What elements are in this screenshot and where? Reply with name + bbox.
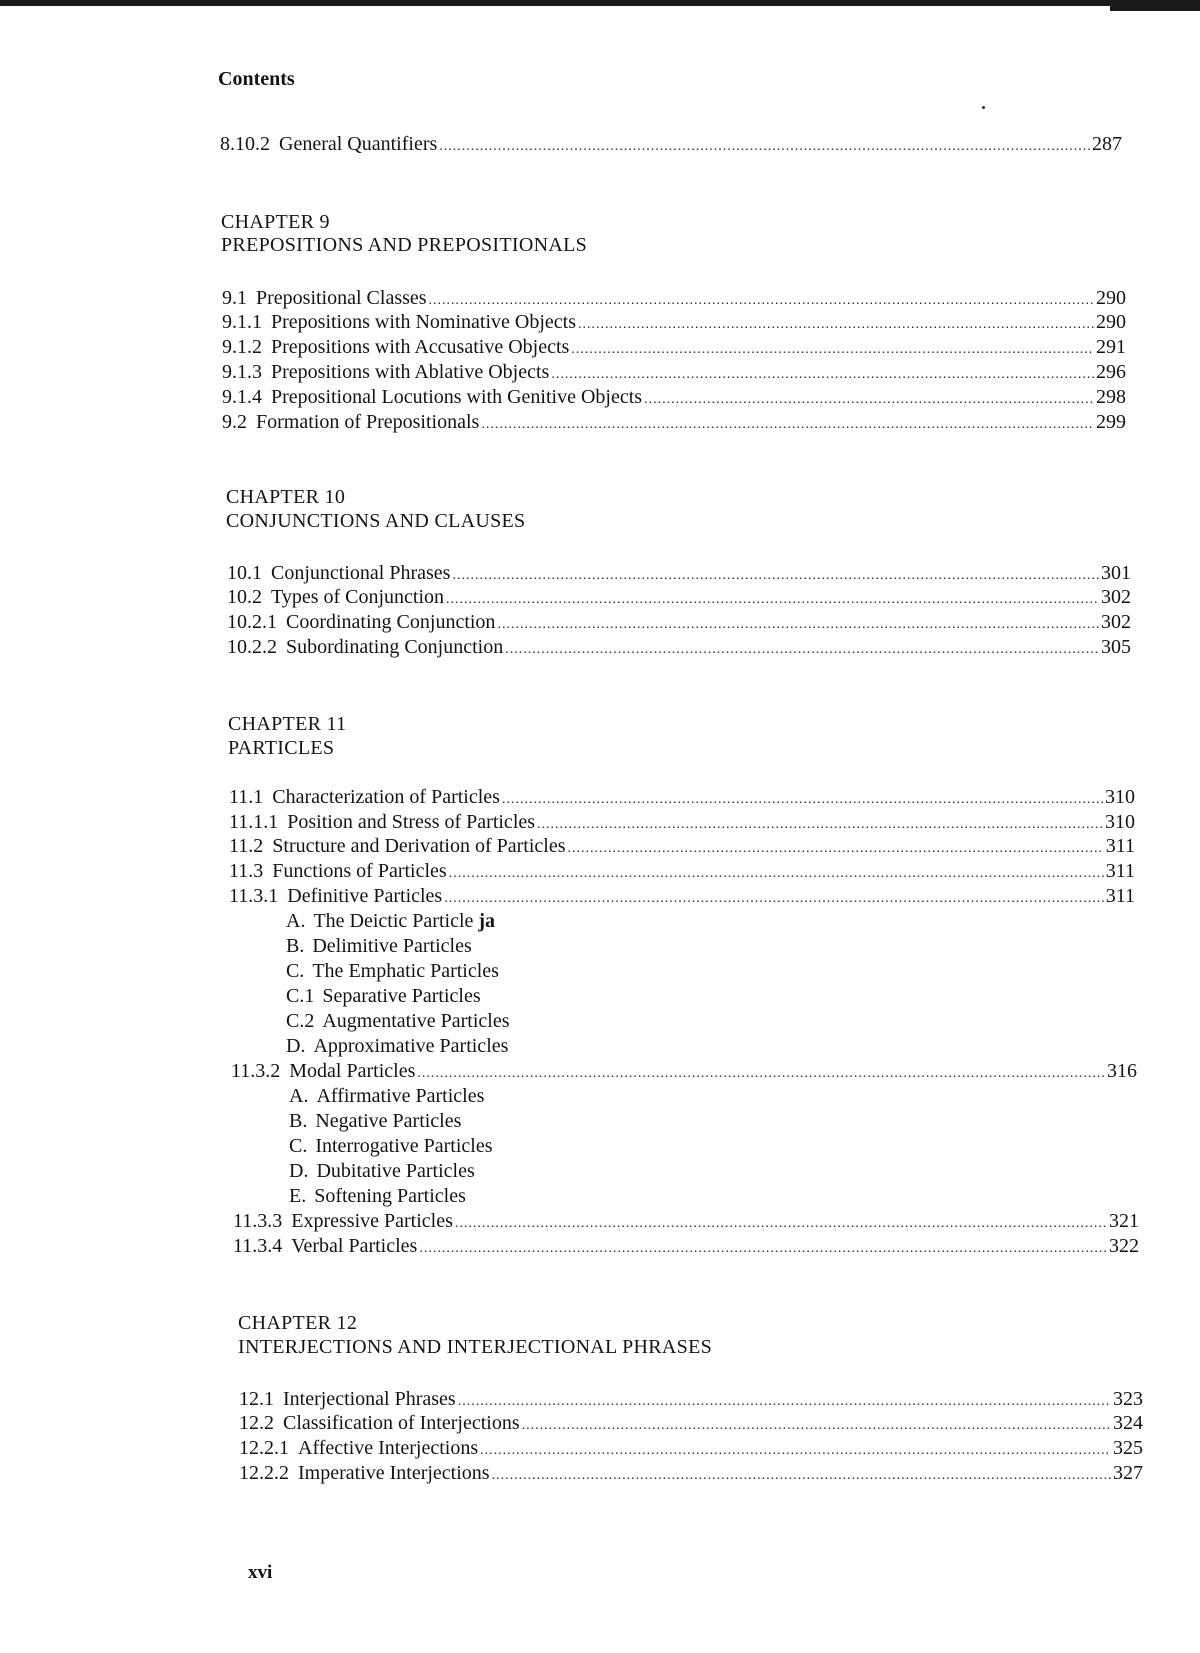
- entry-number: 12.2: [239, 1412, 274, 1434]
- entry-number: 11.3.1: [229, 885, 279, 907]
- toc-entry: [222, 286, 1126, 313]
- entry-page: 324: [1113, 1412, 1143, 1434]
- toc-subentry: [286, 934, 472, 958]
- entry-page: 302: [1101, 611, 1131, 633]
- toc-subentry: [289, 1159, 475, 1183]
- entry-number: 10.2: [227, 586, 262, 608]
- entry-page: 327: [1113, 1462, 1143, 1484]
- entry-number: 10.2.2: [227, 636, 277, 658]
- entry-title: Prepositions with Accusative Objects: [271, 336, 570, 358]
- entry-page: 323: [1113, 1388, 1143, 1410]
- toc-entry: [231, 1059, 1137, 1086]
- dot-leader: [502, 788, 1103, 812]
- chapter-title: PARTICLES: [228, 737, 335, 759]
- entry-title: Classification of Interjections: [283, 1412, 520, 1434]
- chapter-label: CHAPTER 10: [226, 486, 346, 508]
- entry-number: 9.1: [222, 287, 247, 309]
- toc-subentry: [289, 1109, 461, 1133]
- dot-leader: [505, 638, 1099, 662]
- dot-leader: [578, 313, 1094, 337]
- subentry-title: Negative Particles: [315, 1110, 462, 1132]
- entry-number: 10.2.1: [227, 611, 277, 633]
- entry-page: 325: [1113, 1437, 1143, 1459]
- toc-entry: [233, 1209, 1139, 1236]
- entry-page: 305: [1101, 636, 1131, 658]
- toc-entry: [227, 610, 1131, 637]
- entry-page: 311: [1105, 835, 1135, 857]
- top-edge-rule-right: [1110, 6, 1200, 11]
- subentry-letter: D.: [286, 1035, 306, 1057]
- subentry-letter: A.: [286, 910, 306, 932]
- toc-subentry: [286, 959, 499, 983]
- toc-entry: [222, 335, 1126, 362]
- entry-page: 302: [1101, 586, 1131, 608]
- entry-page: 311: [1105, 860, 1135, 882]
- dot-leader: [644, 388, 1094, 412]
- subentry-title: Delimitive Particles: [312, 935, 472, 957]
- dot-leader: [439, 135, 1090, 159]
- stray-mark: [982, 106, 985, 109]
- running-head: Contents: [218, 68, 295, 90]
- entry-number: 9.1.4: [222, 386, 262, 408]
- toc-subentry: [289, 1184, 466, 1208]
- chapter-title: INTERJECTIONS AND INTERJECTIONAL PHRASES: [238, 1336, 713, 1358]
- entry-title: Types of Conjunction: [271, 586, 445, 608]
- entry-title: Prepositions with Nominative Objects: [271, 311, 576, 333]
- toc-entry: [239, 1436, 1143, 1463]
- subentry-letter: B.: [289, 1110, 308, 1132]
- entry-page: 287: [1092, 133, 1122, 155]
- subentry-title: The Deictic Particle: [313, 910, 479, 932]
- subentry-letter: C.: [289, 1135, 308, 1157]
- entry-title: Formation of Prepositionals: [256, 411, 480, 433]
- toc-entry: [227, 585, 1131, 612]
- entry-number: 11.3.4: [233, 1235, 283, 1257]
- entry-page: 316: [1107, 1060, 1137, 1082]
- entry-number: 9.1.3: [222, 361, 262, 383]
- toc-subentry: [289, 1084, 484, 1108]
- entry-page: 290: [1096, 311, 1126, 333]
- entry-page: 290: [1096, 287, 1126, 309]
- entry-page: 322: [1109, 1235, 1139, 1257]
- entry-number: 11.1.1: [229, 811, 279, 833]
- entry-title: Prepositional Locutions with Genitive Objects: [271, 386, 643, 408]
- subentry-letter: A.: [289, 1085, 309, 1107]
- subentry-letter: C.1: [286, 985, 315, 1007]
- entry-title: Structure and Derivation of Particles: [272, 835, 566, 857]
- toc-entry: [227, 561, 1131, 588]
- entry-title: Affective Interjections: [298, 1437, 479, 1459]
- entry-number: 12.2.2: [239, 1462, 289, 1484]
- entry-title: Conjunctional Phrases: [271, 562, 451, 584]
- subentry-letter: B.: [286, 935, 305, 957]
- entry-title: Prepositions with Ablative Objects: [271, 361, 550, 383]
- dot-leader: [449, 862, 1104, 886]
- subentry-letter: D.: [289, 1160, 309, 1182]
- chapter-title: CONJUNCTIONS AND CLAUSES: [226, 510, 526, 532]
- chapter-title: PREPOSITIONS AND PREPOSITIONALS: [221, 234, 588, 256]
- subentry-title: Approximative Particles: [313, 1035, 509, 1057]
- entry-page: 299: [1096, 411, 1126, 433]
- entry-title: Interjectional Phrases: [283, 1388, 456, 1410]
- entry-title: Position and Stress of Particles: [287, 811, 536, 833]
- subentry-title: The Emphatic Particles: [312, 960, 499, 982]
- entry-title: Characterization of Particles: [272, 786, 500, 808]
- toc-subentry: [289, 1134, 493, 1158]
- dot-leader: [455, 1212, 1107, 1236]
- subentry-letter: C.: [286, 960, 305, 982]
- entry-title: Verbal Particles: [291, 1235, 418, 1257]
- entry-page: 310: [1105, 811, 1135, 833]
- subentry-letter: C.2: [286, 1010, 315, 1032]
- chapter-label: CHAPTER 12: [238, 1312, 358, 1334]
- entry-title: Coordinating Conjunction: [286, 611, 496, 633]
- dot-leader: [419, 1237, 1107, 1261]
- dot-leader: [522, 1414, 1111, 1438]
- entry-page: 311: [1105, 885, 1135, 907]
- entry-number: 11.3: [229, 860, 264, 882]
- dot-leader: [568, 837, 1104, 861]
- entry-page: 298: [1096, 386, 1126, 408]
- subentry-title: Separative Particles: [322, 985, 481, 1007]
- subentry-title: Augmentative Particles: [322, 1010, 510, 1032]
- entry-page: 310: [1105, 786, 1135, 808]
- chapter-label: CHAPTER 11: [228, 713, 347, 735]
- dot-leader: [492, 1464, 1111, 1488]
- entry-number: 12.1: [239, 1388, 274, 1410]
- toc-entry: [233, 1234, 1139, 1261]
- entry-title: Prepositional Classes: [256, 287, 427, 309]
- dot-leader: [497, 613, 1099, 637]
- toc-subentry: [286, 1034, 508, 1058]
- entry-page: 296: [1096, 361, 1126, 383]
- entry-title: Definitive Particles: [287, 885, 443, 907]
- entry-page: 301: [1101, 562, 1131, 584]
- entry-number: 9.2: [222, 411, 247, 433]
- entry-title: Expressive Particles: [291, 1210, 453, 1232]
- dot-leader: [480, 1439, 1111, 1463]
- toc-subentry: [286, 1009, 510, 1033]
- entry-title: Imperative Interjections: [298, 1462, 490, 1484]
- entry-title: Subordinating Conjunction: [286, 636, 504, 658]
- toc-entry: [229, 834, 1135, 861]
- toc-entry: [239, 1387, 1143, 1414]
- entry-number: 10.1: [227, 562, 262, 584]
- toc-entry: [229, 810, 1135, 837]
- entry-number: 8.10.2: [220, 133, 270, 155]
- toc-entry: [229, 785, 1135, 812]
- subentry-title: Interrogative Particles: [315, 1135, 493, 1157]
- toc-entry: [220, 132, 1122, 159]
- dot-leader: [551, 363, 1094, 387]
- entry-title: Modal Particles: [289, 1060, 416, 1082]
- entry-number: 11.3.3: [233, 1210, 283, 1232]
- chapter-label: CHAPTER 9: [221, 211, 330, 233]
- toc-entry: [229, 884, 1135, 911]
- dot-leader: [481, 413, 1094, 437]
- subentry-title: Dubitative Particles: [316, 1160, 475, 1182]
- entry-number: 9.1.1: [222, 311, 262, 333]
- page-folio: xvi: [248, 1562, 273, 1583]
- top-edge-rule: [0, 0, 1200, 6]
- toc-entry: [222, 385, 1126, 412]
- toc-entry: [227, 635, 1131, 662]
- dot-leader: [417, 1062, 1105, 1086]
- entry-number: 11.2: [229, 835, 264, 857]
- entry-title: General Quantifiers: [279, 133, 438, 155]
- toc-entry: [239, 1411, 1143, 1438]
- entry-title: Functions of Particles: [272, 860, 447, 882]
- entry-page: 291: [1096, 336, 1126, 358]
- dot-leader: [446, 588, 1099, 612]
- subentry-letter: E.: [289, 1185, 307, 1207]
- entry-number: 12.2.1: [239, 1437, 289, 1459]
- toc-entry: [229, 859, 1135, 886]
- toc-subentry: [286, 984, 481, 1008]
- entry-number: 9.1.2: [222, 336, 262, 358]
- toc-subentry: [286, 909, 495, 933]
- subentry-term: ja: [478, 910, 496, 932]
- entry-number: 11.3.2: [231, 1060, 281, 1082]
- entry-number: 11.1: [229, 786, 264, 808]
- toc-entry: [222, 310, 1126, 337]
- subentry-title: Affirmative Particles: [316, 1085, 485, 1107]
- entry-page: 321: [1109, 1210, 1139, 1232]
- toc-entry: [222, 410, 1126, 437]
- toc-entry: [239, 1461, 1143, 1488]
- subentry-title: Softening Particles: [314, 1185, 466, 1207]
- dot-leader: [444, 887, 1104, 911]
- dot-leader: [571, 338, 1094, 362]
- toc-entry: [222, 360, 1126, 387]
